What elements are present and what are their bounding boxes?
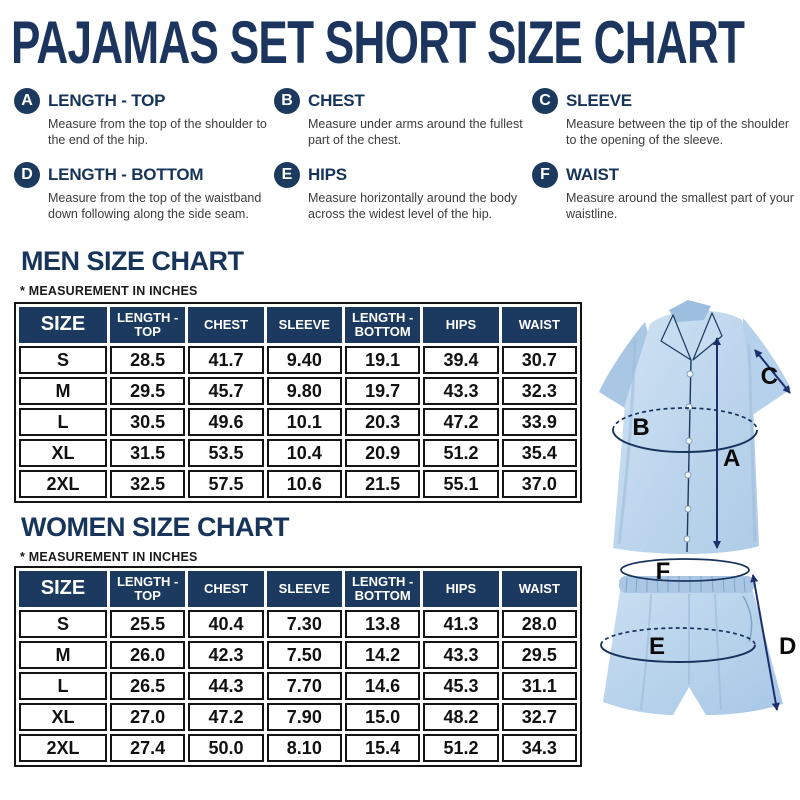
- measurement-value-cell: 14.6: [345, 672, 420, 700]
- measurement-value-cell: 9.40: [267, 346, 342, 374]
- measurement-label: LENGTH - TOP: [48, 91, 166, 110]
- column-header-length-top: LENGTH - TOP: [110, 571, 185, 607]
- measurement-value-cell: 9.80: [267, 377, 342, 405]
- measurement-value-cell: 41.7: [188, 346, 263, 374]
- measurement-definitions: [14, 88, 794, 223]
- measurement-label: HIPS: [308, 165, 347, 185]
- women-chart-heading: WOMEN SIZE CHART: [21, 512, 289, 542]
- measurement-value-cell: 51.2: [423, 439, 498, 467]
- measurement-def-head: [14, 88, 274, 114]
- letter-badge-e: E: [274, 162, 300, 188]
- size-row-m: [19, 377, 577, 405]
- measurement-def-head: [274, 88, 532, 114]
- measurement-value-cell: 10.4: [267, 439, 342, 467]
- measurement-value-cell: 42.3: [188, 641, 263, 669]
- measurement-value-cell: 50.0: [188, 734, 263, 762]
- measurement-value-cell: 29.5: [502, 641, 577, 669]
- measurement-def-head: [532, 88, 794, 114]
- measurement-value-cell: 37.0: [502, 470, 577, 498]
- measurement-value-cell: 44.3: [188, 672, 263, 700]
- measurement-def-d: [14, 162, 274, 222]
- column-header-waist: WAIST: [502, 307, 577, 343]
- measurement-value-cell: 32.7: [502, 703, 577, 731]
- column-header-chest: CHEST: [188, 571, 263, 607]
- measurement-description: Measure under arms around the fullest part of the chest.: [308, 117, 523, 147]
- column-header-sleeve: SLEEVE: [267, 307, 342, 343]
- label-c: C: [760, 363, 778, 390]
- column-header-size: SIZE: [19, 307, 107, 343]
- measurement-value-cell: 21.5: [345, 470, 420, 498]
- letter-badge-b: B: [274, 88, 300, 114]
- size-row-xl: [19, 703, 577, 731]
- column-header-length-bottom: LENGTH - BOTTOM: [345, 571, 420, 607]
- measurement-value-cell: 7.30: [267, 610, 342, 638]
- women-measurement-note: * MEASUREMENT IN INCHES: [20, 550, 198, 564]
- size-label-cell: M: [19, 377, 107, 405]
- measurement-value-cell: 14.2: [345, 641, 420, 669]
- measurement-value-cell: 34.3: [502, 734, 577, 762]
- size-label-cell: S: [19, 346, 107, 374]
- measurement-label: SLEEVE: [566, 91, 632, 110]
- measurement-value-cell: 47.2: [188, 703, 263, 731]
- measurement-value-cell: 26.5: [110, 672, 185, 700]
- column-header-length-bottom: LENGTH - BOTTOM: [345, 307, 420, 343]
- size-row-l: [19, 672, 577, 700]
- letter-badge-f: F: [532, 162, 558, 188]
- pajama-shorts-illustration: [593, 554, 797, 766]
- measurement-label: CHEST: [308, 91, 365, 110]
- column-header-waist: WAIST: [502, 571, 577, 607]
- measurement-value-cell: 7.70: [267, 672, 342, 700]
- measurement-value-cell: 20.3: [345, 408, 420, 436]
- measurement-value-cell: 45.3: [423, 672, 498, 700]
- measurement-value-cell: 31.5: [110, 439, 185, 467]
- measurement-value-cell: 48.2: [423, 703, 498, 731]
- measurement-def-f: [532, 162, 794, 222]
- measurement-value-cell: 20.9: [345, 439, 420, 467]
- measurement-value-cell: 10.1: [267, 408, 342, 436]
- women-table-header-row: [19, 571, 577, 607]
- label-e: E: [648, 633, 666, 660]
- size-row-m: [19, 641, 577, 669]
- size-row-2xl: [19, 470, 577, 498]
- measurement-value-cell: 49.6: [188, 408, 263, 436]
- size-label-cell: XL: [19, 703, 107, 731]
- measurement-value-cell: 31.1: [502, 672, 577, 700]
- pajama-top-illustration: [593, 294, 797, 556]
- size-label-cell: L: [19, 672, 107, 700]
- measurement-value-cell: 15.4: [345, 734, 420, 762]
- measurement-value-cell: 19.7: [345, 377, 420, 405]
- measurement-value-cell: 35.4: [502, 439, 577, 467]
- column-header-sleeve: SLEEVE: [267, 571, 342, 607]
- column-header-length-top: LENGTH - TOP: [110, 307, 185, 343]
- label-a: A: [723, 445, 741, 472]
- page-title: PAJAMAS SET SHORT SIZE CHART: [11, 9, 745, 76]
- measurement-value-cell: 10.6: [267, 470, 342, 498]
- measurement-def-b: [274, 88, 532, 148]
- measurement-value-cell: 32.3: [502, 377, 577, 405]
- size-row-s: [19, 346, 577, 374]
- size-label-cell: 2XL: [19, 470, 107, 498]
- measurement-def-head: [532, 162, 794, 188]
- measurement-value-cell: 30.7: [502, 346, 577, 374]
- women-size-table: [14, 566, 582, 767]
- measurement-value-cell: 53.5: [188, 439, 263, 467]
- measurement-def-e: [274, 162, 532, 222]
- measurement-value-cell: 15.0: [345, 703, 420, 731]
- men-table-header-row: [19, 307, 577, 343]
- column-header-hips: HIPS: [423, 571, 498, 607]
- size-row-s: [19, 610, 577, 638]
- measurement-value-cell: 19.1: [345, 346, 420, 374]
- measurement-label: WAIST: [566, 165, 619, 185]
- men-chart-heading: MEN SIZE CHART: [21, 246, 244, 276]
- measurement-value-cell: 43.3: [423, 641, 498, 669]
- measurement-value-cell: 27.0: [110, 703, 185, 731]
- size-row-l: [19, 408, 577, 436]
- measurement-description: Measure horizontally around the body across the widest level of the hip.: [308, 191, 518, 221]
- measurement-value-cell: 28.5: [110, 346, 185, 374]
- measurement-value-cell: 57.5: [188, 470, 263, 498]
- label-f: F: [655, 558, 671, 585]
- measurement-value-cell: 27.4: [110, 734, 185, 762]
- measurement-value-cell: 29.5: [110, 377, 185, 405]
- measurement-value-cell: 13.8: [345, 610, 420, 638]
- measurement-description: Measure from the top of the shoulder to the end of the hip.: [48, 117, 267, 147]
- men-measurement-note: * MEASUREMENT IN INCHES: [20, 284, 198, 298]
- size-label-cell: L: [19, 408, 107, 436]
- measurement-def-a: [14, 88, 274, 148]
- measurement-label: LENGTH - BOTTOM: [48, 165, 204, 185]
- letter-badge-c: C: [532, 88, 558, 114]
- measurement-value-cell: 33.9: [502, 408, 577, 436]
- size-label-cell: M: [19, 641, 107, 669]
- size-row-2xl: [19, 734, 577, 762]
- measurement-def-head: [14, 162, 274, 188]
- measurement-value-cell: 26.0: [110, 641, 185, 669]
- measurement-value-cell: 43.3: [423, 377, 498, 405]
- column-header-hips: HIPS: [423, 307, 498, 343]
- column-header-size: SIZE: [19, 571, 107, 607]
- label-d: D: [779, 633, 797, 660]
- column-header-chest: CHEST: [188, 307, 263, 343]
- measurement-value-cell: 55.1: [423, 470, 498, 498]
- measurement-value-cell: 47.2: [423, 408, 498, 436]
- shorts-body: [603, 591, 783, 715]
- measurement-value-cell: 32.5: [110, 470, 185, 498]
- measurement-value-cell: 25.5: [110, 610, 185, 638]
- measurement-description: Measure between the tip of the shoulder to the opening of the sleeve.: [566, 117, 790, 147]
- measurement-value-cell: 40.4: [188, 610, 263, 638]
- size-label-cell: XL: [19, 439, 107, 467]
- men-size-table: [14, 302, 582, 503]
- measurement-description: Measure around the smallest part of your waistline.: [566, 191, 794, 221]
- measurement-def-c: [532, 88, 794, 148]
- measurement-value-cell: 28.0: [502, 610, 577, 638]
- measurement-value-cell: 7.90: [267, 703, 342, 731]
- measurement-value-cell: 51.2: [423, 734, 498, 762]
- size-row-xl: [19, 439, 577, 467]
- label-b: B: [632, 414, 650, 441]
- measurement-description: Measure from the top of the waistband down following along the side seam.: [48, 191, 262, 221]
- measurement-value-cell: 30.5: [110, 408, 185, 436]
- letter-badge-a: A: [14, 88, 40, 114]
- size-label-cell: S: [19, 610, 107, 638]
- measurement-value-cell: 45.7: [188, 377, 263, 405]
- measurement-value-cell: 39.4: [423, 346, 498, 374]
- letter-badge-d: D: [14, 162, 40, 188]
- measurement-value-cell: 41.3: [423, 610, 498, 638]
- measurement-value-cell: 7.50: [267, 641, 342, 669]
- measurement-def-head: [274, 162, 532, 188]
- measurement-value-cell: 8.10: [267, 734, 342, 762]
- size-label-cell: 2XL: [19, 734, 107, 762]
